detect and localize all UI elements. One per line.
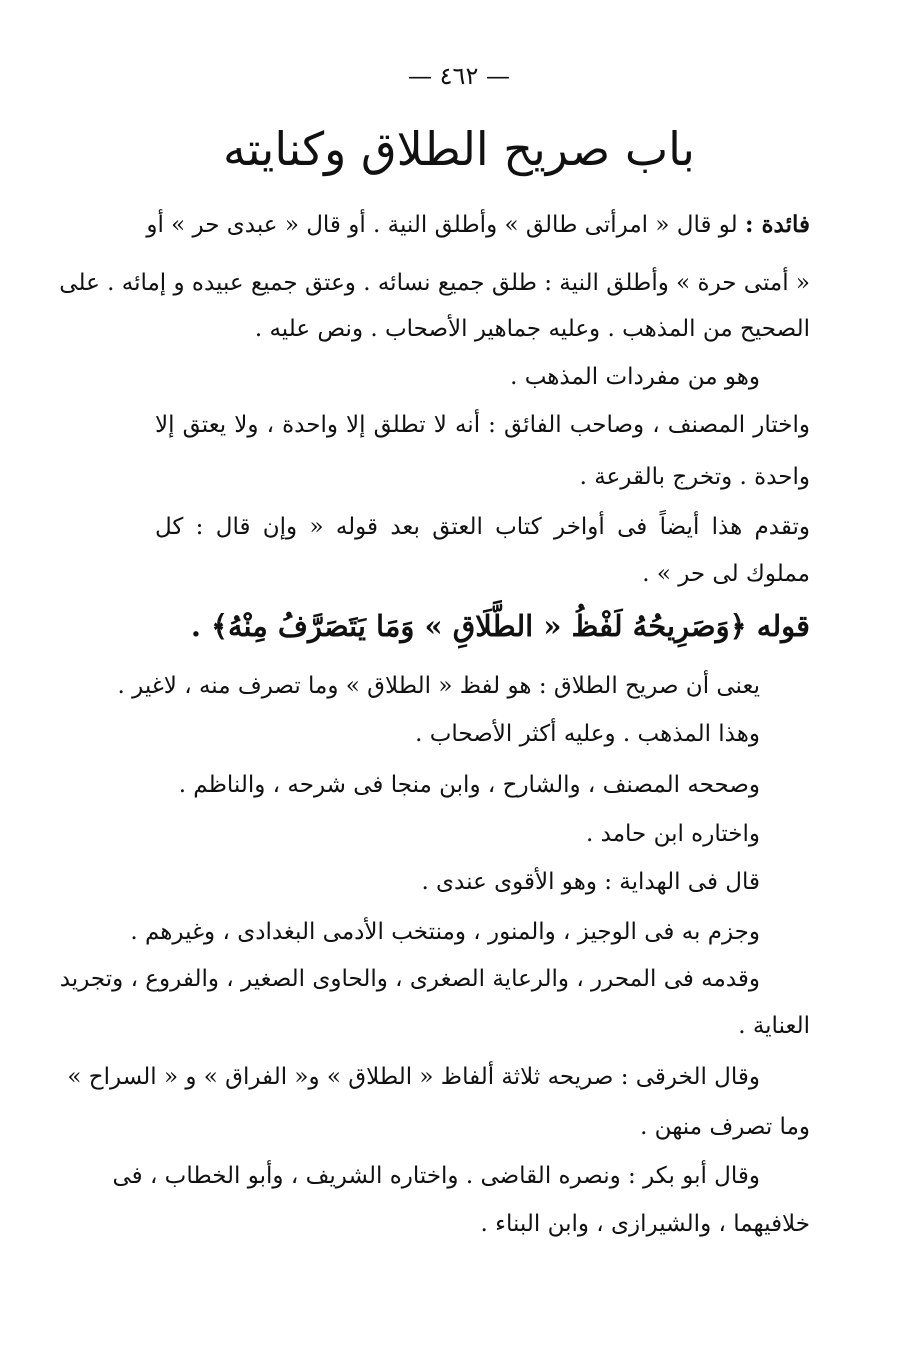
- text-line: العناية .: [738, 1013, 810, 1039]
- text-line: وتقدم هذا أيضاً فى أواخر كتاب العتق بعد قوله « وإن قال : كل: [155, 514, 810, 540]
- text-line: قال فى الهداية : وهو الأقوى عندى .: [421, 869, 760, 895]
- text-line: [190, 609, 810, 643]
- text-line: وقال أبو بكر : ونصره القاضى . واختاره الشريف ، وأبو الخطاب ، فى: [112, 1163, 760, 1189]
- text-line: واحدة . وتخرج بالقرعة .: [579, 464, 810, 490]
- qawluhu-label: قوله: [756, 609, 810, 643]
- text-line: وهو من مفردات المذهب .: [510, 364, 760, 390]
- text-line: [146, 211, 810, 238]
- text-line: يعنى أن صريح الطلاق : هو لفظ « الطلاق » وما تصرف منه ، لاغير .: [117, 673, 760, 699]
- text-line: الصحيح من المذهب . وعليه جماهير الأصحاب . ونص عليه .: [254, 316, 810, 342]
- text-line: مملوك لى حر » .: [642, 561, 810, 587]
- chapter-title: باب صريح الطلاق وكنايته: [223, 122, 695, 176]
- text-line: واختاره ابن حامد .: [586, 821, 760, 847]
- text-line: وما تصرف منهن .: [640, 1114, 810, 1140]
- note-label: فائدة :: [744, 211, 810, 238]
- text-line: وصححه المصنف ، والشارح ، وابن منجا فى شرحه ، والناظم .: [178, 772, 760, 798]
- text-line: وهذا المذهب . وعليه أكثر الأصحاب .: [415, 721, 760, 747]
- text-line: « أمتى حرة » وأطلق النية : طلق جميع نسائه . وعتق جميع عبيده و إمائه . على: [59, 270, 810, 296]
- line-text: لو قال « امرأتى طالق » وأطلق النية . أو قال « عبدى حر » أو: [146, 212, 738, 238]
- page-number: — ٤٦٢ —: [408, 62, 510, 90]
- text-line: وجزم به فى الوجيز ، والمنور ، ومنتخب الأدمى البغدادى ، وغيرهم .: [130, 919, 760, 945]
- text-line: وقدمه فى المحرر ، والرعاية الصغرى ، والحاوى الصغير ، والفروع ، وتجريد: [59, 966, 760, 992]
- text-line: وقال الخرقى : صريحه ثلاثة ألفاظ « الطلاق » و« الفراق » و « السراح »: [67, 1064, 760, 1090]
- text-line: خلافيهما ، والشيرازى ، وابن البناء .: [480, 1211, 810, 1237]
- matn-quote: ﴿وَصَرِيحُهُ لَفْظُ « الطَّلَاقِ » وَمَا يَتَصَرَّفُ مِنْهُ﴾ .: [190, 609, 747, 643]
- text-line: واختار المصنف ، وصاحب الفائق : أنه لا تطلق إلا واحدة ، ولا يعتق إلا: [155, 412, 810, 438]
